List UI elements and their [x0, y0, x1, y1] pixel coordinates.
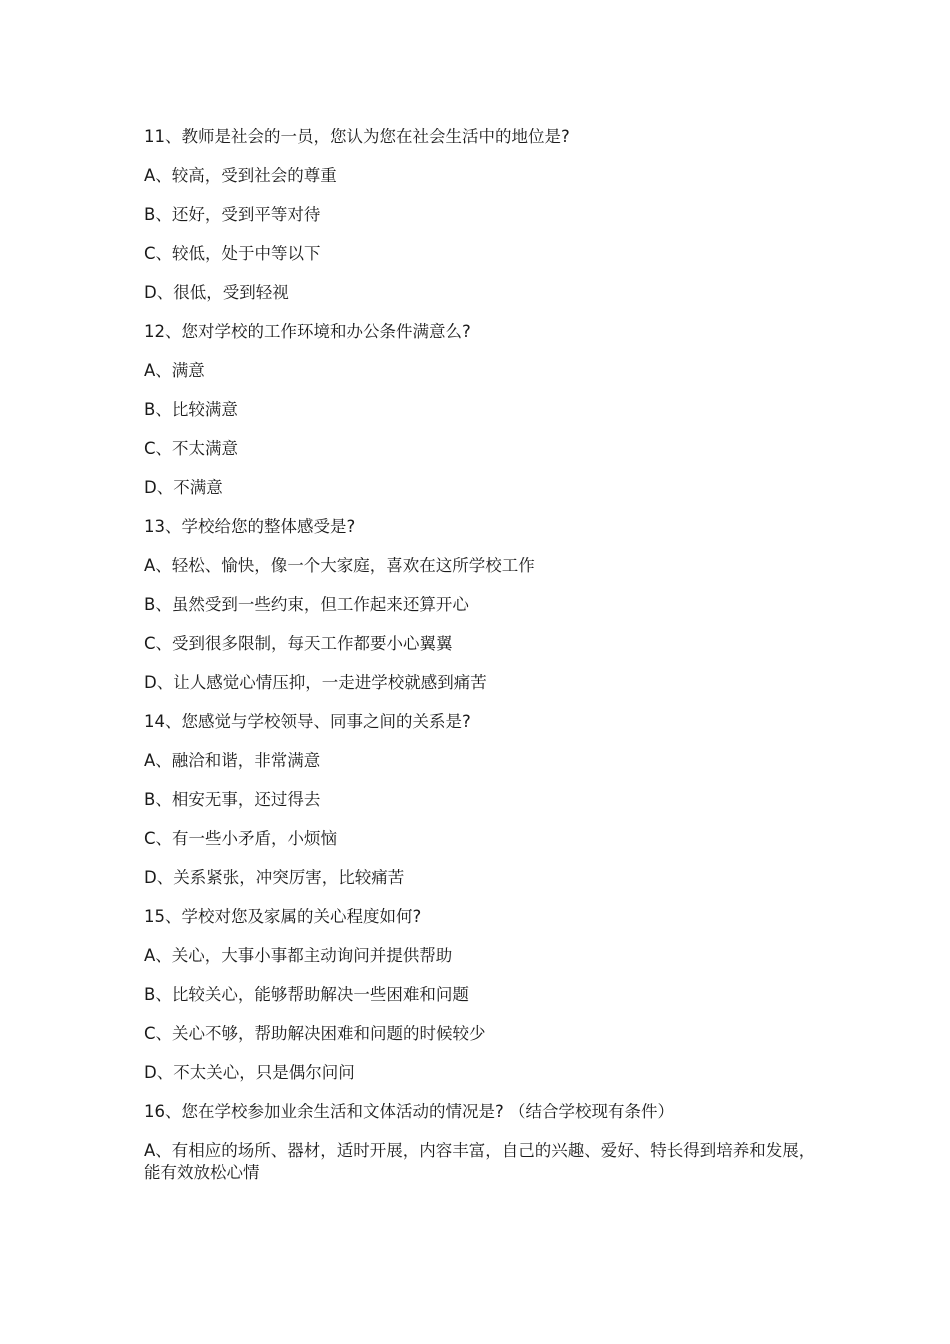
question-12-option-d: D、不满意: [144, 478, 223, 497]
question-11-option-c: C、较低，处于中等以下: [144, 244, 321, 263]
question-13-option-a: A、轻松、愉快，像一个大家庭，喜欢在这所学校工作: [144, 556, 535, 575]
question-12-option-a: A、满意: [144, 361, 205, 380]
question-14-option-c: C、有一些小矛盾，小烦恼: [144, 829, 338, 848]
question-12: 12、您对学校的工作环境和办公条件满意么?: [144, 322, 471, 341]
question-11: 11、教师是社会的一员，您认为您在社会生活中的地位是?: [144, 127, 570, 146]
question-15-option-a: A、关心，大事小事都主动询问并提供帮助: [144, 946, 453, 965]
question-12-option-c: C、不太满意: [144, 439, 239, 458]
question-15: 15、学校对您及家属的关心程度如何?: [144, 907, 422, 926]
survey-page: [144, 126, 816, 1184]
question-11-option-b: B、还好，受到平等对待: [144, 205, 321, 224]
question-11-option-d: D、很低，受到轻视: [144, 283, 289, 302]
question-13-option-d: D、让人感觉心情压抑，一走进学校就感到痛苦: [144, 673, 487, 692]
question-14-option-b: B、相安无事，还过得去: [144, 790, 321, 809]
question-16: 16、您在学校参加业余生活和文体活动的情况是? （结合学校现有条件）: [144, 1102, 674, 1121]
question-14: 14、您感觉与学校领导、同事之间的关系是?: [144, 712, 471, 731]
question-16-option-a: A、有相应的场所、器材，适时开展，内容丰富，自己的兴趣、爱好、特长得到培养和发展，能有效放松心情: [144, 1141, 816, 1182]
question-13-option-b: B、虽然受到一些约束，但工作起来还算开心: [144, 595, 469, 614]
question-13: 13、学校给您的整体感受是?: [144, 517, 356, 536]
question-14-option-d: D、关系紧张，冲突厉害，比较痛苦: [144, 868, 405, 887]
question-11-option-a: A、较高，受到社会的尊重: [144, 166, 337, 185]
question-15-option-c: C、关心不够，帮助解决困难和问题的时候较少: [144, 1024, 486, 1043]
question-15-option-b: B、比较关心，能够帮助解决一些困难和问题: [144, 985, 469, 1004]
question-13-option-c: C、受到很多限制，每天工作都要小心翼翼: [144, 634, 453, 653]
question-12-option-b: B、比较满意: [144, 400, 238, 419]
question-14-option-a: A、融洽和谐，非常满意: [144, 751, 321, 770]
question-15-option-d: D、不太关心，只是偶尔问问: [144, 1063, 355, 1082]
